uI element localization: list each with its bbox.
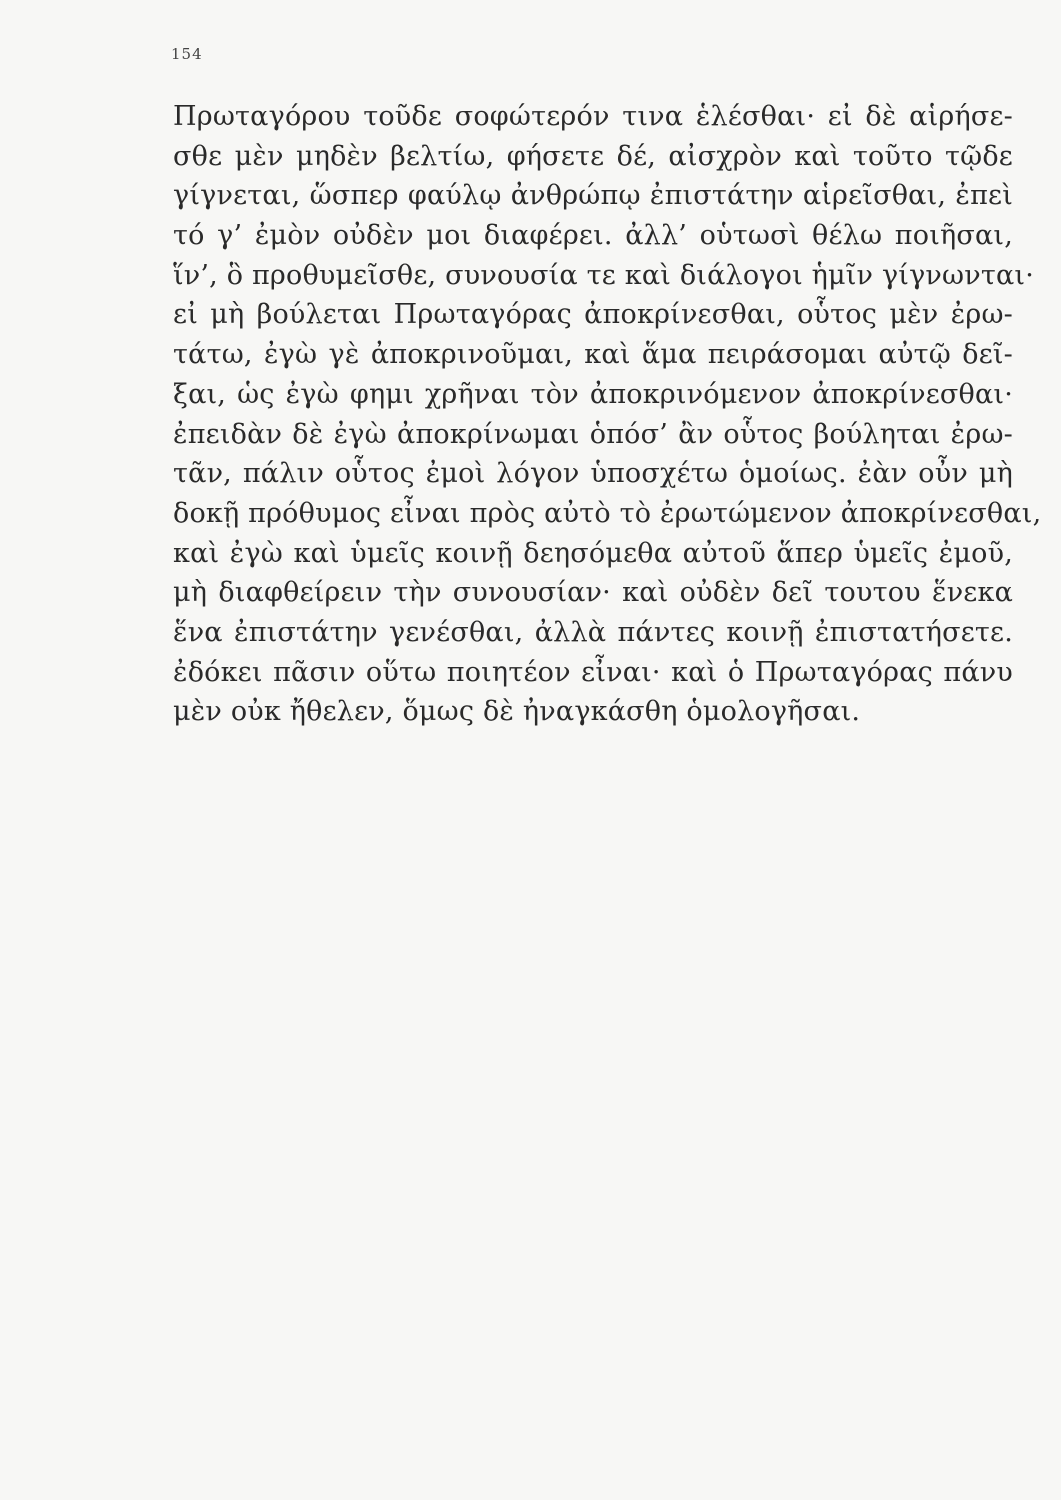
text-line: τᾶν, πάλιν οὗτος ἐμοὶ λόγον ὑποσχέτω ὁμοίως. ἐὰν οὖν μὴ xyxy=(173,458,1013,490)
text-line: ἐπειδὰν δὲ ἐγὼ ἀποκρίνωμαι ὁπόσ’ ἂν οὗτος βούληται ἐρω- xyxy=(173,418,1013,450)
text-line: εἰ μὴ βούλεται Πρωταγόρας ἀποκρίνεσθαι, οὗτος μὲν ἐρω- xyxy=(173,299,1013,331)
text-line: ξαι, ὡς ἐγὼ φημι χρῆναι τὸν ἀποκρινόμενον ἀποκρίνεσθαι· xyxy=(173,378,1013,410)
text-line: μὲν οὐκ ἤθελεν, ὅμως δὲ ἠναγκάσθη ὁμολογῆσαι. xyxy=(173,696,861,728)
body-text xyxy=(173,97,1042,732)
text-line: καὶ ἐγὼ καὶ ὑμεῖς κοινῇ δεησόμεθα αὐτοῦ ἅπερ ὑμεῖς ἐμοῦ, xyxy=(173,537,1013,569)
text-line: μὴ διαφθείρειν τὴν συνουσίαν· καὶ οὐδὲν δεῖ τουτου ἕνεκα xyxy=(173,577,1013,609)
text-line: τάτω, ἐγὼ γὲ ἀποκρινοῦμαι, καὶ ἅμα πειράσομαι αὐτῷ δεῖ- xyxy=(173,339,1013,371)
text-line: ἕνα ἐπιστάτην γενέσθαι, ἀλλὰ πάντες κοινῇ ἐπιστατήσετε. xyxy=(173,616,1013,648)
text-line: τό γ’ ἐμὸν οὐδὲν μοι διαφέρει. ἀλλ’ οὑτωσὶ θέλω ποιῆσαι, xyxy=(173,220,1013,252)
text-line: ἵν’, ὃ προθυμεῖσθε, συνουσία τε καὶ διάλογοι ἡμῖν γίγνωνται· xyxy=(173,259,1034,291)
page-number: 154 xyxy=(171,45,203,63)
text-line: δοκῇ πρόθυμος εἶναι πρὸς αὐτὸ τὸ ἐρωτώμενον ἀποκρίνεσθαι, xyxy=(173,497,1042,529)
text-line: γίγνεται, ὥσπερ φαύλῳ ἀνθρώπῳ ἐπιστάτην αἱρεῖσθαι, ἐπεὶ xyxy=(173,180,1013,212)
text-line: σθε μὲν μηδὲν βελτίω, φήσετε δέ, αἰσχρὸν καὶ τοῦτο τῷδε xyxy=(173,140,1013,172)
text-line: Πρωταγόρου τοῦδε σοφώτερόν τινα ἑλέσθαι· εἰ δὲ αἱρήσε- xyxy=(173,101,1013,132)
text-line: ἐδόκει πᾶσιν οὕτω ποιητέον εἶναι· καὶ ὁ Πρωταγόρας πάνυ xyxy=(173,656,1013,688)
